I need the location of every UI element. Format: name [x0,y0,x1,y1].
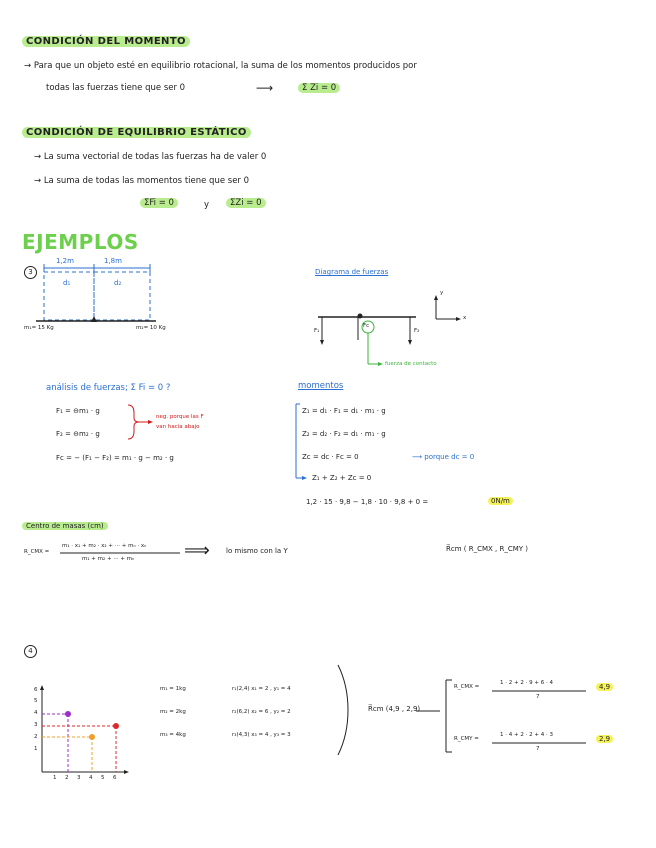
momento-title: CONDICIÓN DEL MOMENTO [22,36,190,47]
diagrama-title: Diagrama de fuerzas [315,268,389,276]
force-f2-label: F₂ [414,328,420,334]
rcmy-lhs: R_CMY = [454,736,479,742]
force-fc-label: Fc [363,323,370,329]
momentos-calc: 1,2 · 15 · 9,8 − 1,8 · 10 · 9,8 + 0 = [306,498,429,506]
xtick-4: 4 [89,775,93,781]
ytick-6: 6 [34,687,38,693]
ytick-1: 1 [34,746,38,752]
example-4-number: 4 [24,638,37,658]
momentos-sum: Z₁ + Z₂ + Zc = 0 [312,474,372,482]
mass-1: m₁ = 1kg [160,686,186,692]
contact-force-label: fuerza de contacto [385,361,437,367]
xtick-3: 3 [77,775,81,781]
beam-d2-length: 1,8m [104,257,122,265]
cm-arrow: ⟹ [184,540,210,561]
cm-lhs: R_CMX = [24,549,50,555]
momento-line1: → Para que un objeto esté en equilibrio rotacional, la suma de los momentos producidos por [24,61,417,71]
analisis-note2: van hacia abajo [156,424,200,430]
xtick-5: 5 [101,775,105,781]
ytick-3: 3 [34,722,38,728]
analisis-f2: F₂ = ⊖m₂ · g [56,430,100,438]
rcmx-lhs: R_CMX = [454,684,480,690]
ytick-4: 4 [34,710,38,716]
cm-numerator: m₁ · x₁ + m₂ · x₂ + ··· + mₙ · xₙ [62,543,147,549]
cm-denominator: m₁ + m₂ + ··· + mₙ [82,556,135,562]
example-3-number: 3 [24,259,37,279]
analisis-f1: F₁ = ⊖m₁ · g [56,407,100,415]
point-3: r₃(4,3) x₃ = 4 , y₃ = 3 [232,732,291,738]
rcmx-denominator: 7 [536,694,540,700]
momentos-zc-note: ⟶ porque dc = 0 [412,453,475,461]
momentos-z2: Z₂ = d₂ · F₂ = d₁ · m₁ · g [302,430,386,438]
ytick-2: 2 [34,734,38,740]
momentos-z1: Z₁ = d₁ · F₁ = d₁ · m₁ · g [302,407,386,415]
rcmy-value: 2,9 [596,735,613,743]
mass-2: m₂ = 2kg [160,709,186,715]
mass-3: m₃ = 4kg [160,732,186,738]
beam-m1: m₁= 15 Kg [24,325,54,331]
point-2: r₂(6,2) x₂ = 6 , y₂ = 2 [232,709,291,715]
axis-x-label: x [463,315,467,321]
equilibrio-and: y [204,200,210,210]
cm-same-y: lo mismo con la Y [226,547,288,555]
cm-vector: R⃗cm ( R_CMX , R_CMY ) [446,545,528,553]
equilibrio-line1: → La suma vectorial de todas las fuerzas ha de valer 0 [34,152,267,162]
xtick-2: 2 [65,775,69,781]
beam-d1-length: 1,2m [56,257,74,265]
equilibrio-line2: → La suma de todas las momentos tiene que ser 0 [34,176,250,186]
xtick-6: 6 [113,775,117,781]
xtick-1: 1 [53,775,57,781]
momento-formula: Σ Zi = 0 [298,83,340,93]
point-1: r₁(2,4) x₁ = 2 , y₁ = 4 [232,686,291,692]
equilibrio-title: CONDICIÓN DE EQUILIBRIO ESTÁTICO [22,127,251,138]
momentos-zc: Zc = dc · Fc = 0 [302,453,359,461]
beam-d1: d₁ [63,279,71,287]
momentos-title: momentos [298,381,344,391]
rcmx-numerator: 1 · 2 + 2 · 9 + 6 · 4 [500,680,553,686]
beam-m2: m₂= 10 Kg [136,325,166,331]
force-f1-label: F₁ [314,328,320,334]
analisis-fc: Fc = − (F₁ − F₂) = m₁ · g − m₂ · g [56,454,174,462]
rcm-result: R⃗cm (4,9 , 2,9) [368,705,421,713]
rcmy-numerator: 1 · 4 + 2 · 2 + 4 · 3 [500,732,553,738]
beam-d2: d₂ [114,279,122,287]
momento-line2: todas las fuerzas tiene que ser 0 [46,83,186,93]
analisis-note1: neg. porque las F [156,414,204,420]
momento-arrow: ⟶ [256,81,274,95]
cm-title: Centro de masas (cm) [22,522,108,530]
ytick-5: 5 [34,698,38,704]
analisis-title: análisis de fuerzas; Σ Fi = 0 ? [46,383,171,393]
momentos-result: 0N/m [488,497,513,505]
equilibrio-formula-a: ΣFi = 0 [140,198,178,208]
rcmy-denominator: 7 [536,746,540,752]
equilibrio-formula-b: ΣZi = 0 [226,198,266,208]
axis-y-label: y [440,290,444,296]
ejemplos-title: EJEMPLOS [22,230,139,254]
rcmx-value: 4,9 [596,683,613,691]
